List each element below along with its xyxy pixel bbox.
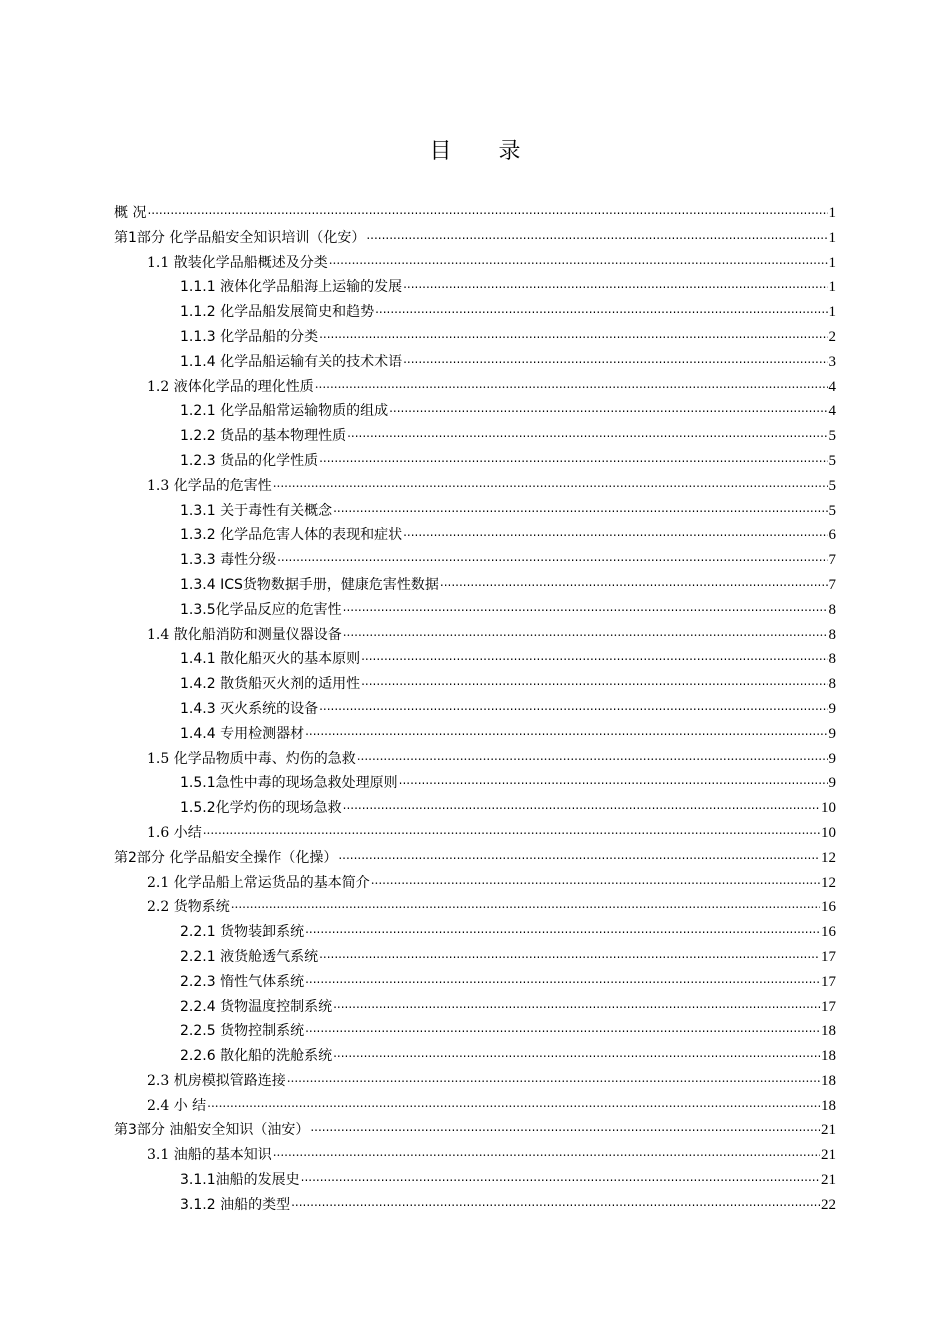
toc-entry-page-number: 1 xyxy=(828,304,836,321)
toc-entry-label: 2.2.4 货物温度控制系统 xyxy=(180,998,333,1015)
toc-dot-leader xyxy=(403,347,827,372)
toc-dot-leader xyxy=(347,421,827,446)
toc-entry-page-number: 16 xyxy=(821,924,836,941)
toc-dot-leader xyxy=(305,719,827,744)
toc-entry-label: 1.3.1 关于毒性有关概念 xyxy=(180,502,333,519)
toc-dot-leader xyxy=(329,248,828,273)
toc-entry-page-number: 4 xyxy=(828,378,836,395)
toc-dot-leader xyxy=(361,644,827,669)
toc-entry-page-number: 9 xyxy=(828,775,836,792)
toc-entry-label: 第2部分 化学品船安全操作（化操） xyxy=(114,849,338,866)
toc-dot-leader xyxy=(440,570,828,595)
toc-entry-label: 1.2.1 化学品船常运输物质的组成 xyxy=(180,403,389,420)
toc-entry-page-number: 10 xyxy=(821,824,836,841)
toc-entry-label: 2.3 机房模拟管路连接 xyxy=(147,1072,286,1089)
toc-dot-leader xyxy=(361,669,827,694)
toc-dot-leader xyxy=(357,744,828,769)
toc-entry-page-number: 8 xyxy=(828,601,836,618)
toc-entry-page-number: 8 xyxy=(828,651,836,668)
toc-entry-label: 1.5.1急性中毒的现场急救处理原则 xyxy=(180,775,398,792)
toc-dot-leader xyxy=(389,396,827,421)
table-of-contents xyxy=(114,201,836,1218)
toc-entry-label: 1.1.3 化学品船的分类 xyxy=(180,328,319,345)
toc-entry-page-number: 17 xyxy=(821,948,836,965)
toc-entry-label: 概 况 xyxy=(114,205,147,221)
toc-entry-page-number: 7 xyxy=(828,552,836,569)
toc-dot-leader xyxy=(305,967,820,992)
toc-entry-label: 2.2.1 货物装卸系统 xyxy=(180,924,305,941)
toc-dot-leader xyxy=(319,322,827,347)
toc-dot-leader xyxy=(403,520,827,545)
toc-entry-label: 1.4.4 专用检测器材 xyxy=(180,725,305,742)
toc-entry-label: 3.1.1油船的发展史 xyxy=(180,1172,300,1189)
toc-entry[interactable] xyxy=(114,1193,836,1218)
toc-entry-page-number: 1 xyxy=(828,254,836,271)
toc-dot-leader xyxy=(338,843,820,868)
toc-entry-label: 1.6 小结 xyxy=(147,824,202,841)
toc-dot-leader xyxy=(273,1140,820,1165)
toc-entry-label: 1.2.2 货品的基本物理性质 xyxy=(180,428,347,445)
toc-entry-label: 2.2 货物系统 xyxy=(147,899,230,916)
toc-entry-label: 1.1.2 化学品船发展简史和趋势 xyxy=(180,304,375,321)
toc-dot-leader xyxy=(319,446,827,471)
toc-entry-page-number: 5 xyxy=(828,502,836,519)
toc-entry-page-number: 18 xyxy=(821,1023,836,1040)
toc-dot-leader xyxy=(287,1066,820,1091)
toc-dot-leader xyxy=(333,992,820,1017)
toc-entry-page-number: 9 xyxy=(828,750,836,767)
toc-dot-leader xyxy=(333,496,827,521)
toc-entry-label: 第3部分 油船安全知识（油安） xyxy=(114,1122,310,1139)
toc-entry-page-number: 7 xyxy=(828,576,836,593)
toc-entry-page-number: 4 xyxy=(828,403,836,420)
toc-entry-label: 1.5 化学品物质中毒、灼伤的急救 xyxy=(147,750,356,767)
toc-entry-label: 1.3 化学品的危害性 xyxy=(147,477,272,494)
toc-dot-leader xyxy=(371,868,820,893)
toc-entry-label: 2.1 化学品船上常运货品的基本简介 xyxy=(147,874,370,891)
toc-entry-page-number: 12 xyxy=(821,874,836,891)
toc-entry-label: 1.1.4 化学品船运输有关的技术术语 xyxy=(180,353,403,370)
toc-entry-page-number: 12 xyxy=(821,849,836,866)
toc-entry-label: 2.2.6 散化船的洗舱系统 xyxy=(180,1048,333,1065)
toc-entry-page-number: 9 xyxy=(828,700,836,717)
toc-entry-page-number: 2 xyxy=(828,328,836,345)
toc-entry-page-number: 6 xyxy=(828,527,836,544)
toc-entry-page-number: 18 xyxy=(821,1097,836,1114)
toc-dot-leader xyxy=(319,942,820,967)
toc-entry-label: 1.4.2 散货船灭火剂的适用性 xyxy=(180,676,361,693)
toc-entry-label: 3.1 油船的基本知识 xyxy=(147,1147,272,1164)
toc-entry-label: 1.2.3 货品的化学性质 xyxy=(180,452,319,469)
toc-dot-leader xyxy=(403,272,827,297)
toc-entry-page-number: 16 xyxy=(821,899,836,916)
toc-entry-page-number: 9 xyxy=(828,725,836,742)
toc-dot-leader xyxy=(277,545,827,570)
toc-entry-label: 2.2.5 货物控制系统 xyxy=(180,1023,305,1040)
toc-entry-label: 2.2.1 液货舱透气系统 xyxy=(180,948,319,965)
toc-entry-page-number: 5 xyxy=(828,428,836,445)
toc-entry-label: 3.1.2 油船的类型 xyxy=(180,1196,291,1213)
toc-entry-page-number: 5 xyxy=(828,477,836,494)
toc-dot-leader xyxy=(207,1091,820,1116)
toc-dot-leader xyxy=(273,471,828,496)
toc-dot-leader xyxy=(315,372,828,397)
toc-entry-page-number: 21 xyxy=(821,1147,836,1164)
toc-entry-label: 1.2 液体化学品的理化性质 xyxy=(147,378,314,395)
toc-entry-page-number: 1 xyxy=(828,229,836,246)
toc-entry-page-number: 8 xyxy=(828,676,836,693)
toc-entry-label: 1.3.5化学品反应的危害性 xyxy=(180,601,342,618)
toc-entry-page-number: 18 xyxy=(821,1048,836,1065)
toc-dot-leader xyxy=(305,1016,820,1041)
toc-dot-leader xyxy=(343,595,828,620)
toc-dot-leader xyxy=(343,793,820,818)
toc-dot-leader xyxy=(301,1165,820,1190)
toc-entry-label: 第1部分 化学品船安全知识培训（化安） xyxy=(114,229,366,246)
toc-dot-leader xyxy=(366,223,827,248)
toc-entry-label: 1.5.2化学灼伤的现场急救 xyxy=(180,800,342,817)
page-title: 目 录 xyxy=(429,139,541,164)
toc-dot-leader xyxy=(305,917,820,942)
toc-entry-page-number: 17 xyxy=(821,973,836,990)
toc-entry-page-number: 1 xyxy=(828,279,836,296)
toc-entry-label: 1.3.3 毒性分级 xyxy=(180,552,277,569)
toc-entry-page-number: 1 xyxy=(828,205,836,221)
toc-entry-label: 1.1.1 液体化学品船海上运输的发展 xyxy=(180,279,403,296)
toc-dot-leader xyxy=(147,198,827,223)
toc-entry-page-number: 10 xyxy=(821,800,836,817)
toc-dot-leader xyxy=(231,892,820,917)
toc-entry-label: 1.3.2 化学品危害人体的表现和症状 xyxy=(180,527,403,544)
toc-dot-leader xyxy=(333,1041,820,1066)
toc-dot-leader xyxy=(291,1190,820,1215)
toc-entry-page-number: 18 xyxy=(821,1072,836,1089)
toc-entry-page-number: 22 xyxy=(821,1196,836,1213)
toc-entry-page-number: 21 xyxy=(821,1172,836,1189)
toc-entry-label: 1.1 散装化学品船概述及分类 xyxy=(147,254,328,271)
toc-entry-page-number: 8 xyxy=(828,626,836,643)
toc-entry-label: 2.2.3 惰性气体系统 xyxy=(180,973,305,990)
toc-dot-leader xyxy=(319,694,827,719)
toc-dot-leader xyxy=(375,297,827,322)
toc-entry-page-number: 3 xyxy=(828,353,836,370)
toc-entry-label: 2.4 小 结 xyxy=(147,1097,207,1114)
toc-dot-leader xyxy=(343,620,828,645)
toc-dot-leader xyxy=(310,1115,820,1140)
toc-entry-page-number: 5 xyxy=(828,452,836,469)
toc-entry-label: 1.4 散化船消防和测量仪器设备 xyxy=(147,626,342,643)
toc-entry-label: 1.3.4 ICS货物数据手册，健康危害性数据 xyxy=(180,576,439,593)
toc-entry-page-number: 21 xyxy=(821,1122,836,1139)
toc-entry-label: 1.4.1 散化船灭火的基本原则 xyxy=(180,651,361,668)
toc-entry-page-number: 17 xyxy=(821,998,836,1015)
toc-dot-leader xyxy=(399,768,828,793)
toc-entry-label: 1.4.3 灭火系统的设备 xyxy=(180,700,319,717)
toc-dot-leader xyxy=(203,818,820,843)
